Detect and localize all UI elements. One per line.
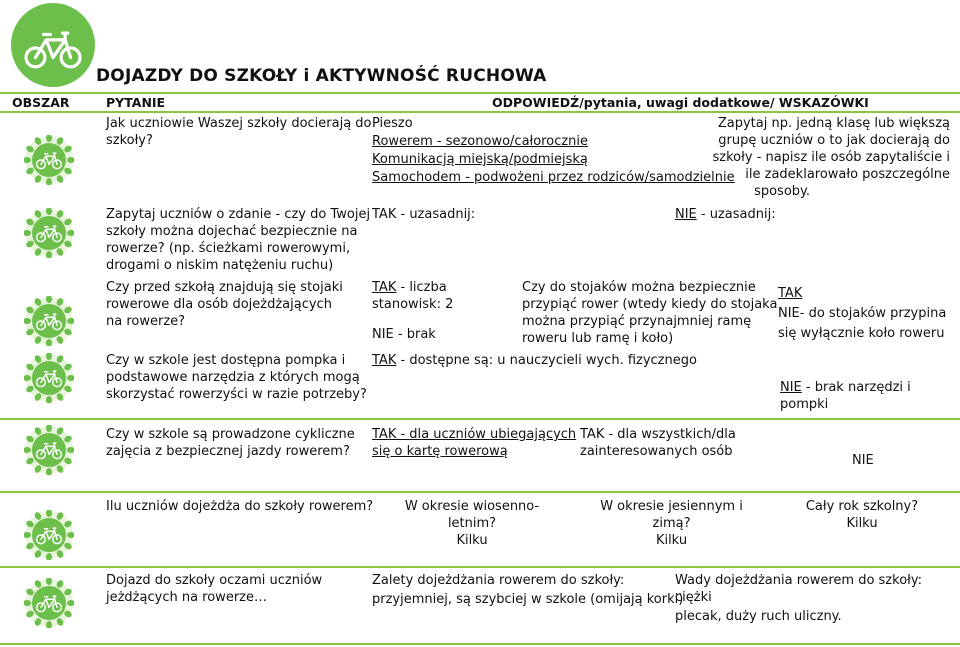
answer-tak-justify: TAK - uzasadnij: xyxy=(372,207,476,222)
answer-pump-none: NIE - brak narzędzi i pompki xyxy=(780,380,911,412)
hint-survey: Zapytaj np. jedną klasę lub większą grupę uczniów o to jak docierają do szkoły - napisz ile osób zapytaliście i ile zadeklarowało poszczególne sposoby. xyxy=(712,116,950,199)
transport-options: Pieszo Rowerem - sezonowo/całorocznie Komunikacją miejską/podmiejską Samochodem - podwożeni przez rodziców/samodzielnie xyxy=(372,116,735,185)
question-students-perspective: Dojazd do szkoły oczami uczniów jeżdżących na rowerze… xyxy=(106,573,323,605)
answer-lessons-none: NIE xyxy=(852,453,874,468)
divider xyxy=(0,92,960,94)
divider xyxy=(0,418,960,420)
bike-wreath-icon xyxy=(24,425,74,475)
divider xyxy=(0,643,960,645)
question-safe-route: Zapytaj uczniów o zdanie - czy do Twojej szkoły można dojechać bezpiecznie na rowerze? (np. ścieżkami rowerowymi, drogami o niskim natężeniu ruchu) xyxy=(106,207,371,273)
bike-wreath-icon xyxy=(24,578,74,628)
bike-wreath-icon xyxy=(24,296,74,346)
rack-safety-question: Czy do stojaków można bezpiecznie przypiąć rower (wtedy kiedy do stojaka można przypiąć przynajmniej ramę roweru lub ramę i koło) xyxy=(522,280,778,346)
question-how-many-cyclists: Ilu uczniów dojeżdża do szkoły rowerem? xyxy=(106,499,374,514)
rack-safety-answer: TAK NIE- do stojaków przypina się wyłącznie koło roweru xyxy=(778,286,947,341)
header-pytanie: PYTANIE xyxy=(106,95,166,110)
answer-racks-count: TAK - liczba stanowisk: 2 NIE - brak xyxy=(372,280,454,342)
bike-wreath-icon xyxy=(24,135,74,185)
question-how-get-to-school: Jak uczniowie Waszej szkoły docierają do szkoły? xyxy=(106,116,372,148)
answer-pump-available: TAK - dostępne są: u nauczycieli wych. fizycznego xyxy=(372,353,697,368)
bike-wreath-icon xyxy=(24,510,74,560)
answer-nie-justify: NIE - uzasadnij: xyxy=(675,207,776,222)
question-bike-racks: Czy przed szkołą znajdują się stojaki rowerowe dla osób dojeżdżających na rowerze? xyxy=(106,280,343,329)
question-pump-tools: Czy w szkole jest dostępna pompka i podstawowe narzędzia z których mogą skorzystać rowerzyści w razie potrzeby? xyxy=(106,353,367,402)
header-obszar: OBSZAR xyxy=(12,95,70,110)
divider xyxy=(0,491,960,493)
header-odpowiedz: ODPOWIEDŹ/pytania, uwagi dodatkowe/ WSKAZÓWKI xyxy=(492,95,869,110)
answer-autumn-winter: W okresie jesiennym i zimą? Kilku xyxy=(600,499,743,548)
answer-spring-summer: W okresie wiosenno-letnim? Kilku xyxy=(404,499,540,548)
divider xyxy=(0,111,960,113)
page-title: DOJAZDY DO SZKOŁY i AKTYWNOŚĆ RUCHOWA xyxy=(96,66,547,86)
answer-whole-year: Cały rok szkolny? Kilku xyxy=(805,499,919,531)
question-cycling-lessons: Czy w szkole są prowadzone cykliczne zajęcia z bezpiecznej jazdy rowerem? xyxy=(106,427,355,459)
divider xyxy=(0,566,960,568)
disadvantages-text: Wady dojeżdżania rowerem do szkoły: ciężki plecak, duży ruch uliczny. xyxy=(675,573,922,624)
advantages-text: Zalety dojeżdżania rowerem do szkoły: przyjemniej, są szybciej w szkole (omijają korki) xyxy=(372,573,684,607)
answer-lessons-all: TAK - dla wszystkich/dla zainteresowanych osób xyxy=(580,427,736,459)
answer-lessons-card: TAK - dla uczniów ubiegających się o kartę rowerową xyxy=(372,427,577,459)
bike-logo-icon xyxy=(10,2,96,88)
bike-wreath-icon xyxy=(24,208,74,258)
bike-wreath-icon xyxy=(24,353,74,403)
